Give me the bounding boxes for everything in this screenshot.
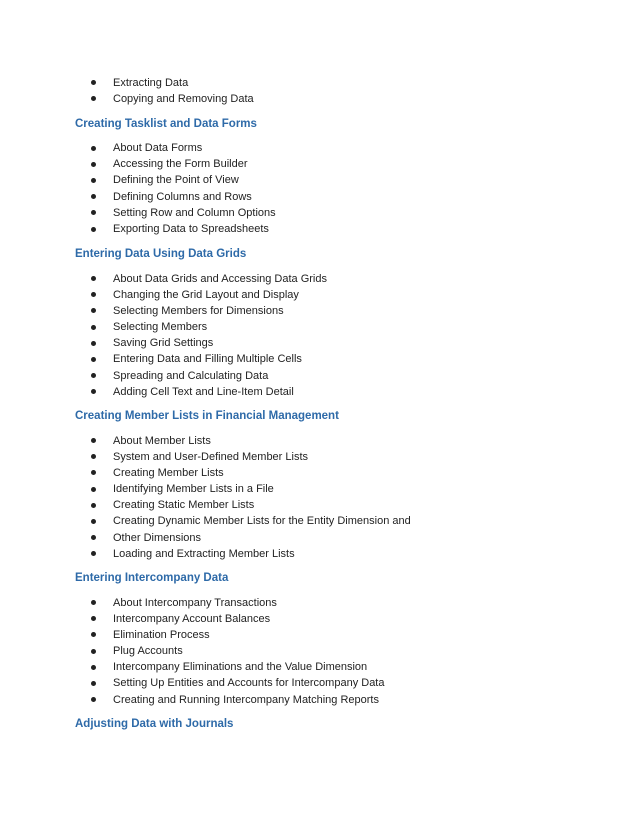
intro-list-block xyxy=(0,75,638,107)
bullet-icon xyxy=(91,519,96,524)
bullet-icon xyxy=(91,389,96,394)
bullet-icon xyxy=(91,535,96,540)
list-item: Changing the Grid Layout and Display xyxy=(0,287,638,303)
section-bullet-list xyxy=(0,140,638,237)
section-heading: Entering Data Using Data Grids xyxy=(75,248,247,260)
list-item: Entering Data and Filling Multiple Cells xyxy=(0,351,638,367)
bullet-icon xyxy=(91,178,96,183)
section-list-block xyxy=(0,271,638,401)
section-bullet-list xyxy=(0,433,638,563)
list-item: About Member Lists xyxy=(0,433,638,449)
bullet-icon xyxy=(91,632,96,637)
bullet-icon xyxy=(91,162,96,167)
section-heading: Entering Intercompany Data xyxy=(75,572,229,584)
bullet-icon xyxy=(91,373,96,378)
list-item: System and User-Defined Member Lists xyxy=(0,449,638,465)
bullet-icon xyxy=(91,551,96,556)
bullet-icon xyxy=(91,341,96,346)
bullet-icon xyxy=(91,681,96,686)
section-heading: Adjusting Data with Journals xyxy=(75,718,234,730)
bullet-icon xyxy=(91,438,96,443)
section-bullet-list xyxy=(0,595,638,708)
list-item: Defining Columns and Rows xyxy=(0,189,638,205)
bullet-icon xyxy=(91,503,96,508)
list-item: Plug Accounts xyxy=(0,643,638,659)
bullet-icon xyxy=(91,649,96,654)
section-list-block xyxy=(0,433,638,563)
list-item: About Data Grids and Accessing Data Grids xyxy=(0,271,638,287)
list-item: Setting Row and Column Options xyxy=(0,205,638,221)
bullet-icon xyxy=(91,210,96,215)
bullet-icon xyxy=(91,194,96,199)
bullet-icon xyxy=(91,146,96,151)
section-bullet-list xyxy=(0,271,638,401)
section-heading: Creating Tasklist and Data Forms xyxy=(75,117,257,130)
intro-bullet-list xyxy=(0,75,638,107)
list-item: About Data Forms xyxy=(0,140,638,156)
list-item: Intercompany Account Balances xyxy=(0,611,638,627)
bullet-icon xyxy=(91,96,96,101)
list-item: Defining the Point of View xyxy=(0,172,638,188)
list-item: Creating and Running Intercompany Matching Reports xyxy=(0,692,638,708)
bullet-icon xyxy=(91,80,96,85)
list-item: About Intercompany Transactions xyxy=(0,595,638,611)
list-item: Elimination Process xyxy=(0,627,638,643)
section-heading: Creating Member Lists in Financial Management xyxy=(75,410,339,422)
bullet-icon xyxy=(91,697,96,702)
section-list-block xyxy=(0,140,638,237)
list-item: Creating Static Member Lists xyxy=(0,497,638,513)
list-item: Identifying Member Lists in a File xyxy=(0,481,638,497)
section-list-block xyxy=(0,595,638,708)
list-item: Loading and Extracting Member Lists xyxy=(0,546,638,562)
list-item: Other Dimensions xyxy=(0,530,638,546)
bullet-icon xyxy=(91,308,96,313)
list-item: Selecting Members xyxy=(0,319,638,335)
bullet-icon xyxy=(91,276,96,281)
bullet-icon xyxy=(91,357,96,362)
list-item: Copying and Removing Data xyxy=(0,91,638,107)
bullet-icon xyxy=(91,227,96,232)
bullet-icon xyxy=(91,487,96,492)
bullet-icon xyxy=(91,325,96,330)
bullet-icon xyxy=(91,665,96,670)
list-item: Saving Grid Settings xyxy=(0,335,638,351)
list-item: Accessing the Form Builder xyxy=(0,156,638,172)
list-item: Adding Cell Text and Line-Item Detail xyxy=(0,384,638,400)
list-item: Spreading and Calculating Data xyxy=(0,368,638,384)
list-item: Selecting Members for Dimensions xyxy=(0,303,638,319)
list-item: Creating Member Lists xyxy=(0,465,638,481)
list-item: Setting Up Entities and Accounts for Intercompany Data xyxy=(0,675,638,691)
bullet-icon xyxy=(91,616,96,621)
list-item: Exporting Data to Spreadsheets xyxy=(0,221,638,237)
bullet-icon xyxy=(91,600,96,605)
bullet-icon xyxy=(91,470,96,475)
bullet-icon xyxy=(91,292,96,297)
list-item: Creating Dynamic Member Lists for the Entity Dimension and xyxy=(0,513,638,529)
list-item: Intercompany Eliminations and the Value Dimension xyxy=(0,659,638,675)
list-item: Extracting Data xyxy=(0,75,638,91)
bullet-icon xyxy=(91,454,96,459)
